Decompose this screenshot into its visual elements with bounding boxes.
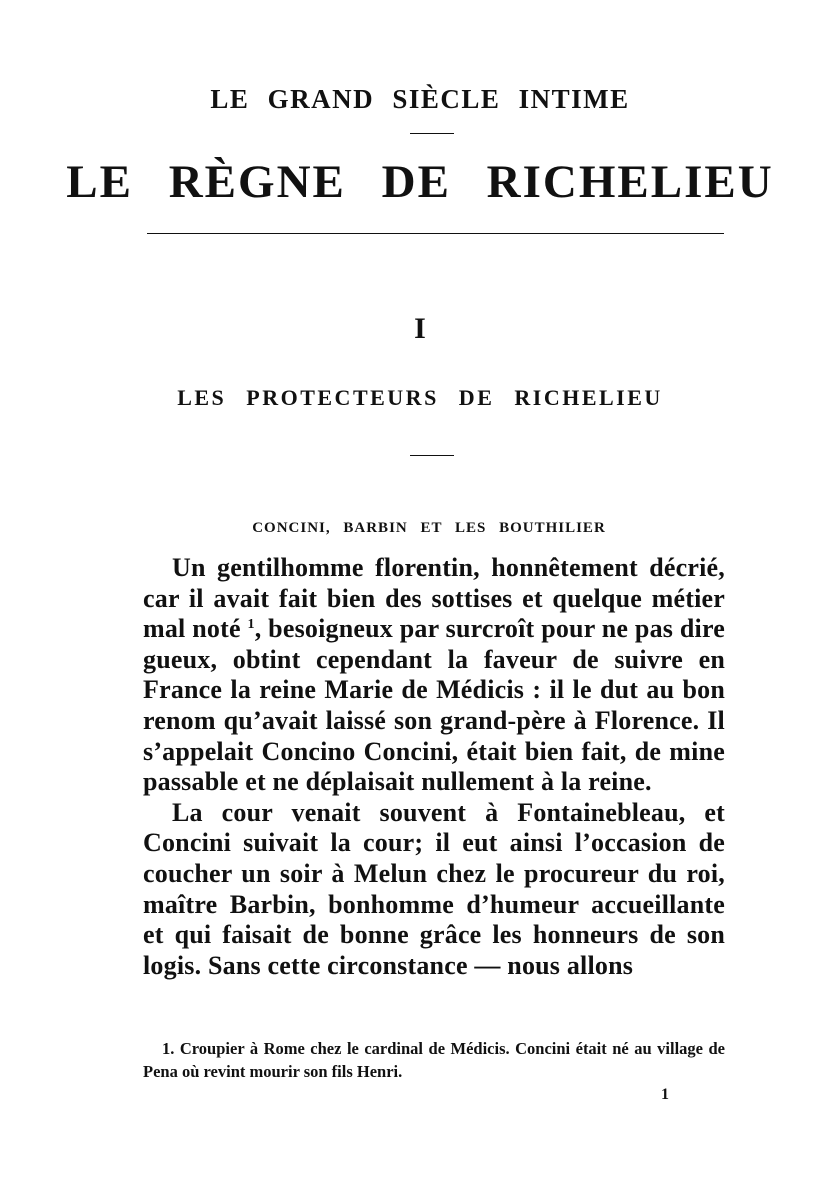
chapter-number: I [414, 312, 426, 345]
section-heading: CONCINI, BARBIN ET LES BOUTHILIER [252, 520, 606, 536]
main-title: LE RÈGNE DE RICHELIEU [66, 156, 774, 208]
body-text [143, 553, 725, 981]
footnote-reference: 1 [247, 617, 255, 633]
page-number: 1 [661, 1086, 669, 1103]
paragraph-1-text-b: , besoigneux par surcroît pour ne pas dire gueux, obtint cependant la faveur de suivre en France la reine Marie de Médicis : il le dut au bon renom qu’avait laissé son grand-père à Florence. Il s’appelait Concino Concini, était bien fait, de mine passable et ne déplaisait nullement à la reine. [143, 614, 725, 797]
chapter-separator-rule [410, 455, 454, 456]
paragraph-1-text-a: Un gentilhomme florentin, honnêtement décrié, car il avait fait bien des sottises et quelque métier mal noté [143, 553, 725, 644]
footnotes [143, 1037, 725, 1083]
footnote-1: 1. Croupier à Rome chez le cardinal de Médicis. Concini était né au village de Pena où revint mourir son fils Henri. [143, 1039, 725, 1081]
header-divider-rule [147, 233, 724, 234]
title-separator-rule [410, 133, 454, 134]
chapter-title: LES PROTECTEURS DE RICHELIEU [177, 385, 663, 410]
paragraph-1 [143, 553, 725, 798]
series-title: LE GRAND SIÈCLE INTIME [210, 84, 630, 114]
paragraph-2: La cour venait souvent à Fontainebleau, et Concini suivait la cour; il eut ainsi l’occasion de coucher un soir à Melun chez le procureur du roi, maître Barbin, bonhomme d’humeur accueillante et qui faisait de bonne grâce les honneurs de son logis. Sans cette circonstance — nous allons [143, 797, 725, 980]
